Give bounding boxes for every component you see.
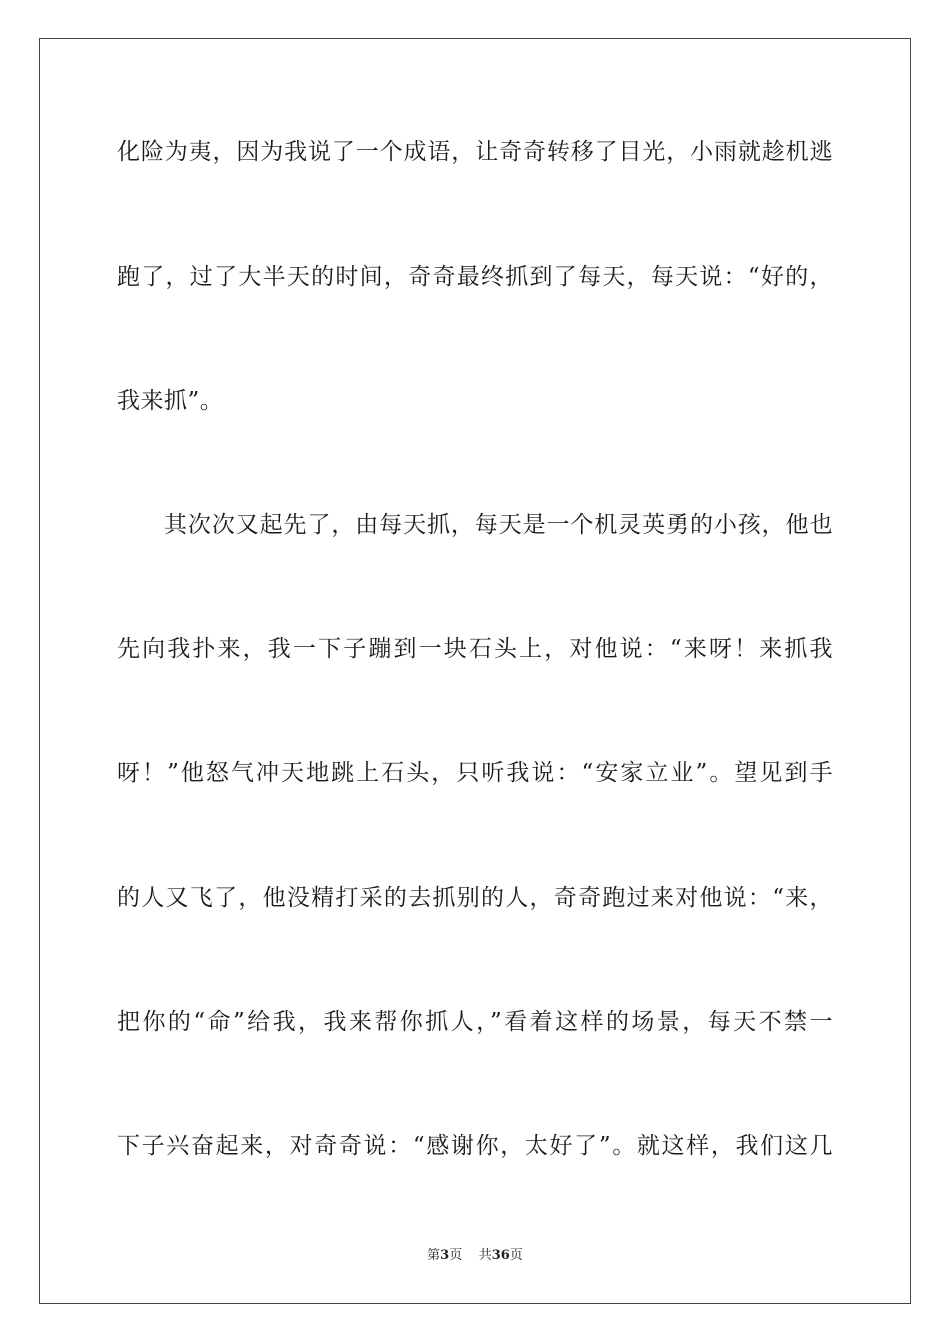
text-line-6: 呀！”他怒气冲天地跳上石头，只听我说：“安家立业”。望见到手 <box>117 760 833 786</box>
text-line-4: 其次次又起先了，由每天抓，每天是一个机灵英勇的小孩，他也 <box>164 512 833 538</box>
text-line-7: 的人又飞了，他没精打采的去抓别的人，奇奇跑过来对他说：“来， <box>117 885 833 911</box>
text-line-5: 先向我扑来，我一下子蹦到一块石头上，对他说：“来呀！来抓我 <box>117 636 833 662</box>
page-prefix: 第 <box>427 1248 441 1263</box>
page-border <box>39 38 911 1304</box>
text-line-1: 化险为夷，因为我说了一个成语，让奇奇转移了目光，小雨就趁机逃 <box>117 139 833 165</box>
total-prefix: 共 <box>478 1248 492 1263</box>
total-suffix: 页 <box>509 1248 523 1263</box>
total-pages: 36 <box>491 1248 510 1263</box>
page-number: 3 <box>440 1248 450 1263</box>
text-line-9: 下子兴奋起来，对奇奇说：“感谢你，太好了”。就这样，我们这几 <box>117 1133 833 1159</box>
text-line-2: 跑了，过了大半天的时间，奇奇最终抓到了每天，每天说：“好的， <box>117 264 833 290</box>
page-suffix: 页 <box>449 1248 463 1263</box>
text-line-8: 把你的“命”给我，我来帮你抓人，”看着这样的场景，每天不禁一 <box>117 1009 833 1035</box>
text-line-3: 我来抓”。 <box>117 388 224 414</box>
page-footer <box>0 1247 950 1265</box>
